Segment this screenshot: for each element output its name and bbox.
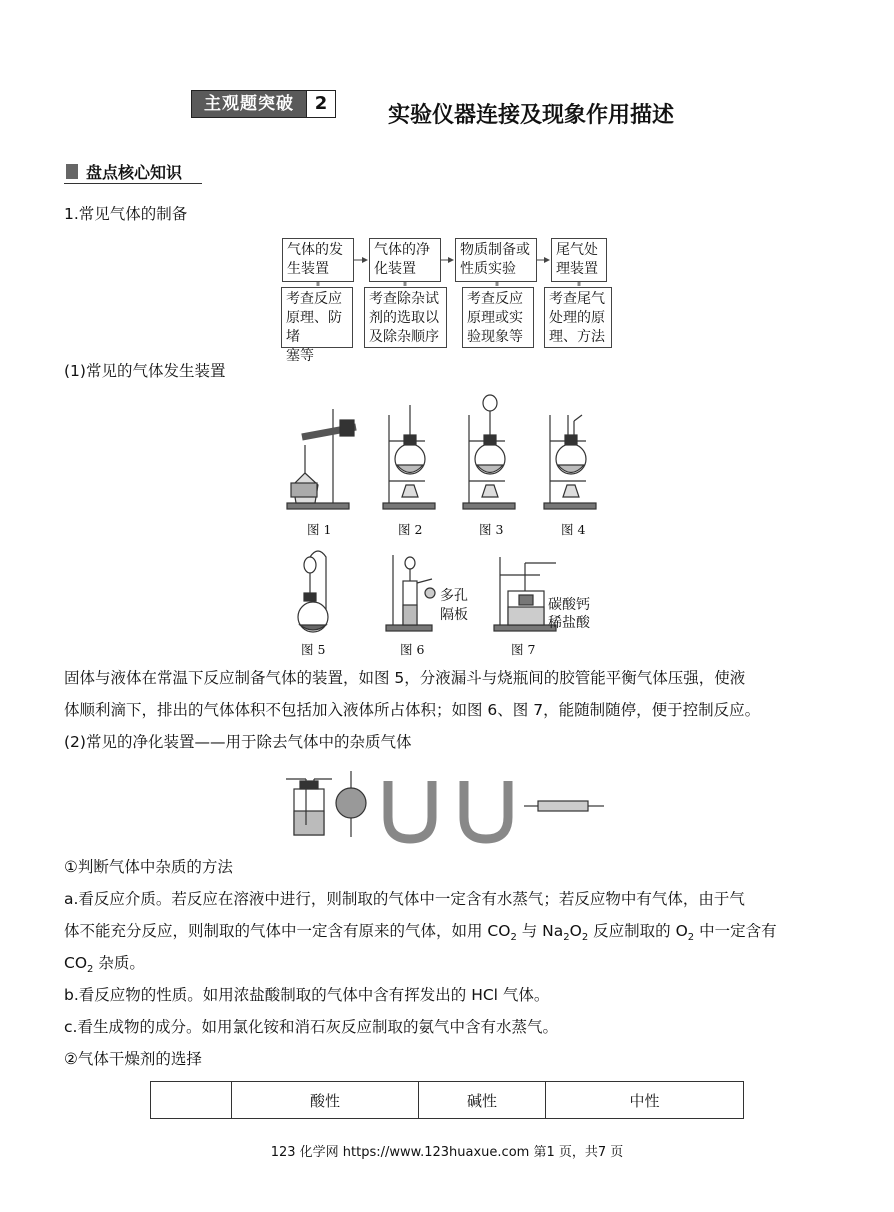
caption-fig4: 图 4 [561,522,586,537]
page-title: 实验仪器连接及现象作用描述 [388,102,675,128]
badge-number: 2 [306,91,335,117]
table-header-acidic: 酸性 [232,1082,419,1119]
caption-fig2: 图 2 [398,522,423,537]
flow-top-4: 尾气处 理装置 [551,238,607,282]
desiccant-table [150,1081,744,1119]
fig6-apparatus [386,555,435,631]
page-footer: 123 化学网 https://www.123huaxue.com 第1 页，共7 页 [270,1145,624,1160]
fig3-apparatus [463,395,515,509]
flow-top-3: 物质制备或 性质实验 [455,238,537,282]
table-header-neutral: 中性 [546,1082,744,1119]
caption-fig3: 图 3 [479,522,504,537]
section-heading: 盘点核心知识 [86,163,183,182]
para1-line2: 体顺利滴下，排出的气体体积不包括加入液体所占体积；如图 6、图 7，能随制随停，便于控制反应。 [64,701,761,719]
judge-b: b.看反应物的性质。如用浓盐酸制取的气体中含有挥发出的 HCl 气体。 [64,986,550,1004]
judge-a-line3: $CO_2$ 杂质。 [64,954,145,976]
caption-fig7: 图 7 [511,642,536,657]
purification-apparatus-figure [280,765,620,845]
judge-a-line1: a.看反应介质。若反应在溶液中进行，则制取的气体中一定含有水蒸气；若反应物中有气体，由于气 [64,890,745,908]
item-1: 1.常见气体的制备 [64,205,188,223]
caption-fig5: 图 5 [301,642,326,657]
flow-arrows [0,0,894,360]
table-row [151,1082,744,1119]
para1-line1: 固体与液体在常温下反应制备气体的装置，如图 5，分液漏斗与烧瓶间的胶管能平衡气体压强，使液 [64,669,746,687]
sub-heading-2: (2)常见的净化装置——用于除去气体中的杂质气体 [64,733,412,751]
badge-label: 主观题突破 [192,91,306,117]
judge-a-line2: 体不能充分反应，则制取的气体中一定含有原来的气体，如用 $CO_2$ 与 $Na_2O_2$ 反应制取的 $O_2$ 中一定含有 [64,922,777,944]
table-header-blank [151,1082,232,1119]
dry-heading: ②气体干燥剂的选择 [64,1050,202,1068]
sub-heading-1: (1)常见的气体发生装置 [64,362,226,380]
caption-fig1: 图 1 [307,522,332,537]
fig5-apparatus [298,551,328,632]
flow-top-1: 气体的发 生装置 [282,238,354,282]
flow-bottom-3: 考查反应 原理或实 验现象等 [462,287,534,348]
flow-bottom-2: 考查除杂试 剂的选取以 及除杂顺序 [364,287,447,348]
flow-top-2: 气体的净 化装置 [369,238,441,282]
fig7-label-caco3: 碳酸钙 [548,597,590,613]
fig4-apparatus [544,415,596,509]
fig6-label-plate: 隔板 [440,607,468,623]
caption-fig6: 图 6 [400,642,425,657]
flow-bottom-4: 考查尾气 处理的原 理、方法 [544,287,612,348]
fig6-label-porous: 多孔 [440,588,468,604]
fig7-apparatus [494,557,556,631]
judge-c: c.看生成物的成分。如用氯化铵和消石灰反应制取的氨气中含有水蒸气。 [64,1018,558,1036]
fig7-label-hcl: 稀盐酸 [548,615,590,631]
flow-bottom-1: 考查反应 原理、防堵 塞等 [281,287,353,348]
fig2-apparatus [383,405,435,509]
fig1-apparatus [287,409,356,509]
table-header-basic: 碱性 [419,1082,546,1119]
judge-heading: ①判断气体中杂质的方法 [64,858,233,876]
